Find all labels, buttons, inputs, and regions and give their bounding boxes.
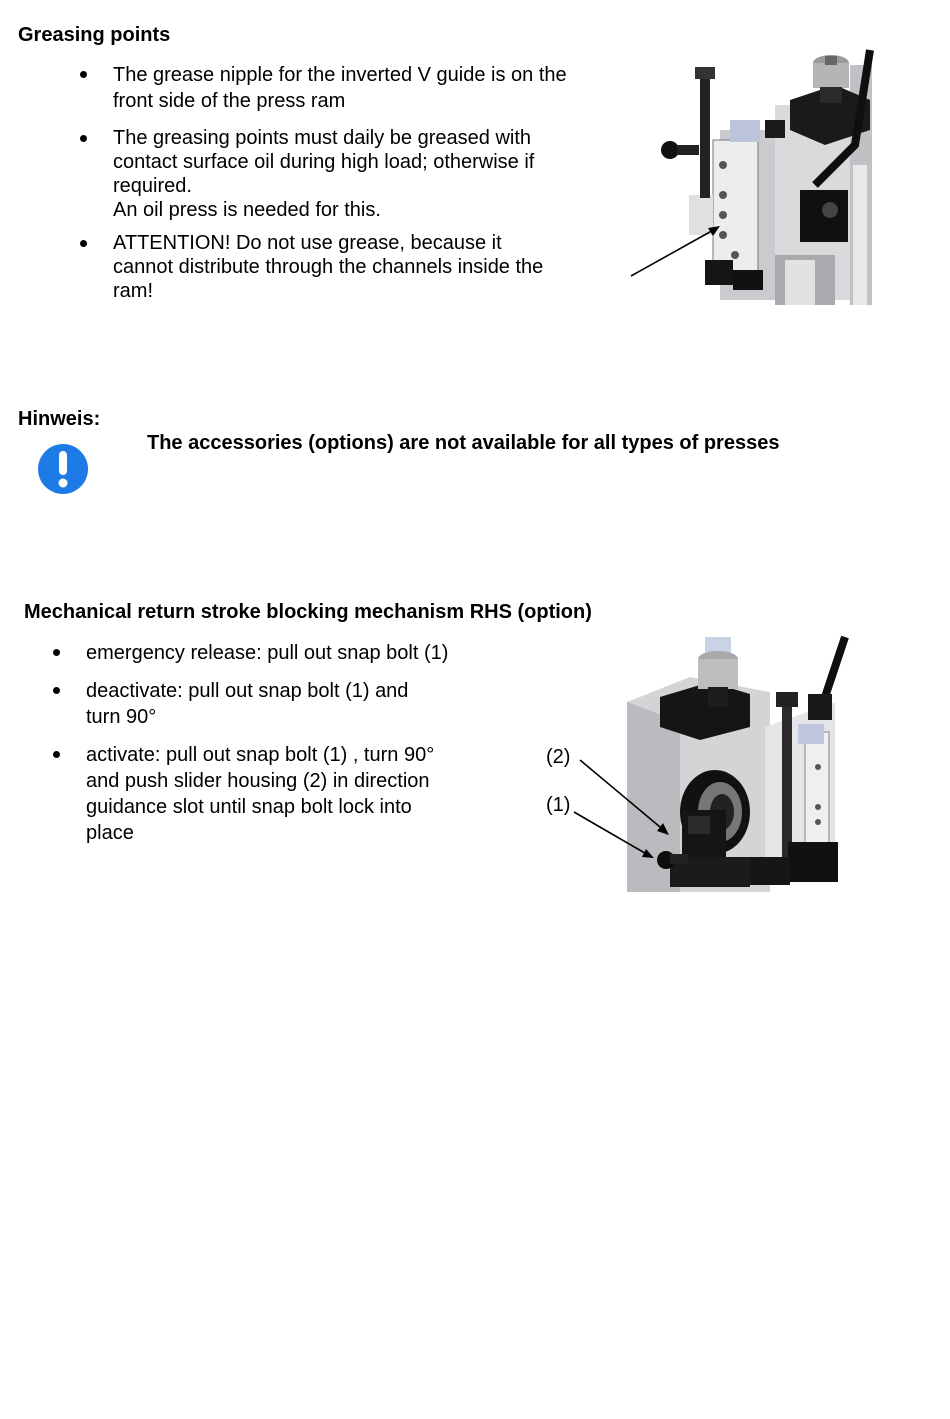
bullet-line: place [86,822,134,844]
rhs-title: Mechanical return stroke blocking mechanism RHS (option) [24,601,592,623]
rhs-list [53,640,533,846]
bullet-line: deactivate: pull out snap bolt (1) and [86,680,409,702]
bullet-line: An oil press is needed for this. [113,199,381,221]
bullet-line: ATTENTION! Do not use grease, because it [113,232,502,254]
bullet-icon [53,687,60,694]
callout-2-label: (2) [546,746,571,768]
callout-1-label: (1) [546,794,571,816]
greasing-title: Greasing points [18,24,171,46]
bullet-line: emergency release: pull out snap bolt (1) [86,642,449,664]
exclamation-circle-icon [36,442,90,496]
greasing-list [80,62,620,303]
list-item [53,640,533,666]
list-item [53,742,533,846]
bullet-line: The greasing points must daily be greased with [113,127,532,149]
list-item [53,678,533,730]
bullet-line: cannot distribute through the channels inside the [113,256,544,278]
note-label: Hinweis: [18,408,101,430]
bullet-icon [80,71,87,78]
bullet-icon [80,240,87,247]
bullet-line: required. [113,175,192,197]
bullet-line: guidance slot until snap bolt lock into [86,796,412,818]
bullet-icon [53,649,60,656]
bullet-line: contact surface oil during high load; otherwise if [113,151,535,173]
note-text: The accessories (options) are not available for all types of presses [147,432,780,454]
greasing-illustration [625,45,880,310]
bullet-line: The grease nipple for the inverted V guide is on the [113,64,567,86]
list-item [80,62,620,114]
bullet-icon [80,135,87,142]
bullet-icon [53,751,60,758]
bullet-line: activate: pull out snap bolt (1) , turn 90° [86,744,435,766]
bullet-line: ram! [113,280,153,302]
list-item [80,126,620,222]
bullet-line: and push slider housing (2) in direction [86,770,430,792]
list-item [80,231,620,303]
bullet-line: front side of the press ram [113,90,346,112]
bullet-line: turn 90° [86,706,157,728]
rhs-illustration [570,632,855,894]
